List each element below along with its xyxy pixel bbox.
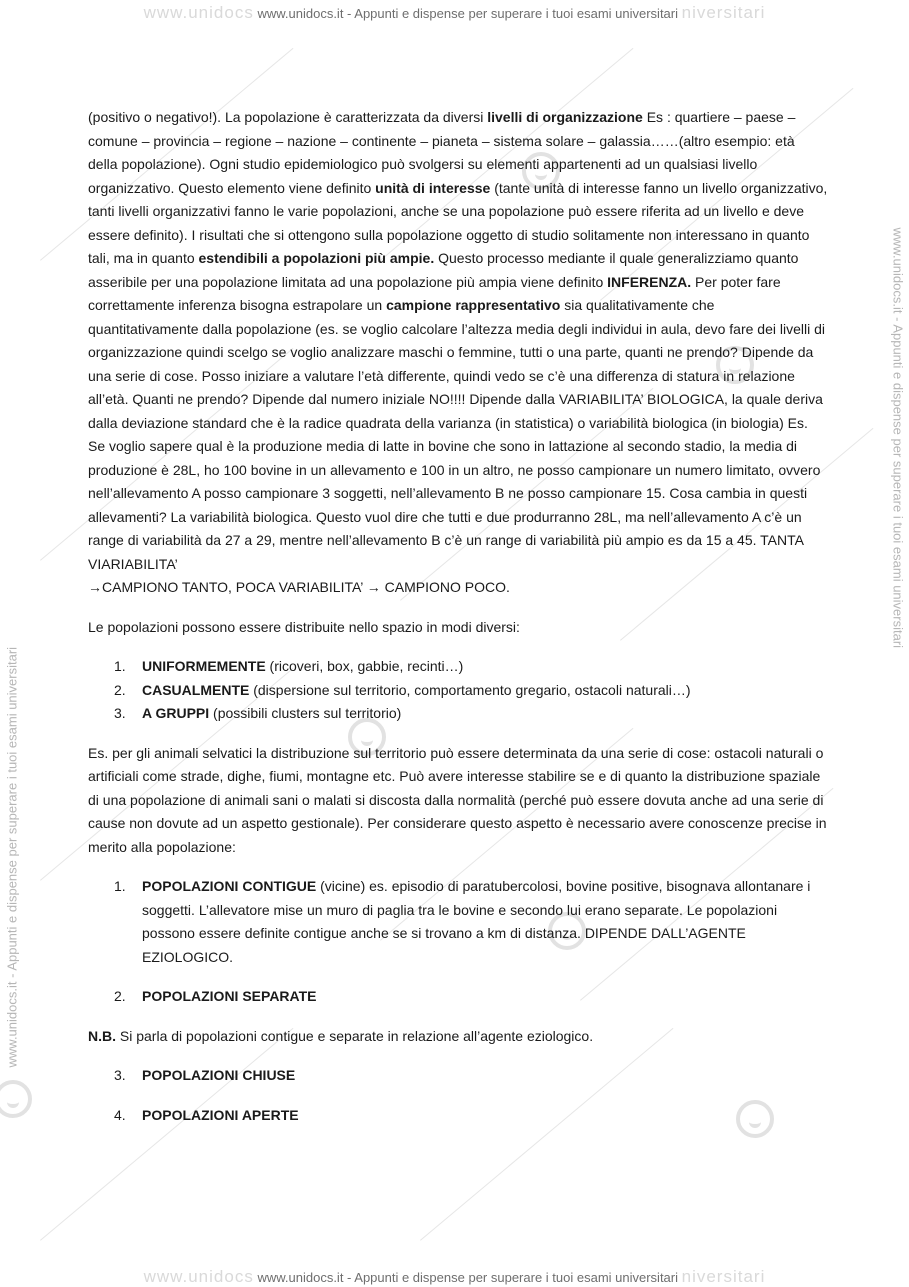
- population-list: [88, 875, 828, 1009]
- watermark-ghost-left: www.unidocs: [143, 3, 254, 22]
- list-item: 3. A GRUPPI (possibili clusters sul territorio): [114, 705, 402, 721]
- distribution-list: [88, 655, 828, 726]
- list-item: 3. POPOLAZIONI CHIUSE: [114, 1067, 296, 1083]
- list-item: 4. POPOLAZIONI APERTE: [114, 1106, 299, 1123]
- watermark-ghost-right: niversitari: [681, 1267, 766, 1286]
- watermark-footer: [0, 1267, 909, 1287]
- watermark-side-right: www.unidocs.it - Appunti e dispense per superare i tuoi esami universitari: [890, 227, 906, 649]
- watermark-header: [0, 3, 909, 23]
- list-item: 2. POPOLAZIONI SEPARATE: [114, 988, 317, 1004]
- list-item: 2. CASUALMENTE (dispersione sul territorio, comportamento gregario, ostacoli naturali…): [114, 681, 691, 698]
- note-paragraph: N.B. Si parla di popolazioni contigue e separate in relazione all’agente eziologico.: [88, 1027, 594, 1044]
- document-body: [88, 106, 828, 1143]
- watermark-text: www.unidocs.it - Appunti e dispense per superare i tuoi esami universitari: [257, 1270, 678, 1285]
- list-item: 1. POPOLAZIONI CONTIGUE (vicine) es. episodio di paratubercolosi, bovine positive, bisognava allontanare i soggetti. L’allevatore mise un muro di paglia tra le bovine e secondo lui erano separate. Le popolazioni possono essere definite contigue anche se si trovano a km di distanza. DIPENDE DALL’AGENTE EZIOLOGICO.: [114, 878, 811, 965]
- paragraph-example: Es. per gli animali selvatici la distribuzione sul territorio può essere determinata da una serie di cose: ostacoli naturali o artificiali come strade, dighe, fiumi, montagne etc. Può avere interesse stabilire se e di quanto la distribuzione spaziale di una popolazione di animali sani o malati si discosta dalla normalità (perché può essere dovuta anche ad una serie di cause non dovute ad un aspetto gestionale). Per considerare questo aspetto è necessario avere conoscenze precise in merito alla popolazione:: [88, 744, 827, 855]
- watermark-ghost-left: www.unidocs: [143, 1267, 254, 1286]
- watermark-side-left: www.unidocs.it - Appunti e dispense per superare i tuoi esami universitari: [4, 646, 20, 1068]
- list-item: 1. UNIFORMEMENTE (ricoveri, box, gabbie, recinti…): [114, 658, 464, 674]
- watermark-text: www.unidocs.it - Appunti e dispense per superare i tuoi esami universitari: [257, 6, 678, 21]
- paragraph-intro: (positivo o negativo!). La popolazione è caratterizzata da diversi livelli di organizzazione Es : quartiere – paese – comune – provincia – regione – nazione – continente – pianeta – sistema solare – galassia……(altro esempio: età della popolazione). Ogni studio epidemiologico può svolgersi su elementi appartenenti ad un qualsiasi livello organizzativo. Questo elemento viene definito unità di interesse (tante unità di interesse fanno un livello organizzativo, tanti livelli organizzativi fanno le varie popolazioni, anche se una popolazione può essere riferita ad un livello e deve essere definito). I risultati che si ottengono sulla popolazione oggetto di studio solitamente non interessano in quanto tali, ma in quanto estendibili a popolazioni più ampie. Questo processo mediante il quale generalizziamo quanto asseribile per una popolazione limitata ad una popolazione più ampia viene definito INFERENZA. Per poter fare correttamente inferenza bisogna estrapolare un campione rappresentativo sia qualitativamente che quantitativamente dalla popolazione (es. se voglio calcolare l’altezza media degli individui in aula, devo fare dei livelli di organizzazione quindi scelgo se voglio analizzare maschi o femmine, tutti o una parte, quanti ne prendo? Dipende da una serie di cose. Posso iniziare a valutare l’età differente, quindi vedo se c’è una differenza di statura in relazione all’età. Quanti ne prendo? Dipende dal numero iniziale NO!!!! Dipende dalla VARIABILITA’ BIOLOGICA, la quale deriva dalla deviazione standard che è la radice quadrata della varianza (in statistica) o variabilità biologica (in biologia) Es. Se voglio sapere qual è la produzione media di latte in bovine che sono in lattazione al secondo stadio, la media di produzione è 28L, ho 100 bovine in un allevamento e 100 in un altro, ne posso campionare un numero limitato, ovvero nell’allevamento A posso campionare 3 soggetti, nell’allevamento B ne posso campionare 15. Cosa cambia in questi allevamenti? La variabilità biologica. Questo vuol dire che tutti e due produrranno 28L, ma nell’allevamento A c’è un range di variabilità da 27 a 29, mentre nell’allevamento B c’è un range di variabilità più ampio es da 15 a 45. TANTA VIARIABILITA’ →CAMPIONO TANTO, POCA VARIABILITA’ → CAMPIONO POCO.: [88, 109, 828, 595]
- watermark-logo-icon: [0, 1080, 32, 1118]
- paragraph-distribution: Le popolazioni possono essere distribuite nello spazio in modi diversi:: [88, 618, 520, 635]
- watermark-ghost-right: niversitari: [681, 3, 766, 22]
- population-list-2: [88, 1064, 828, 1127]
